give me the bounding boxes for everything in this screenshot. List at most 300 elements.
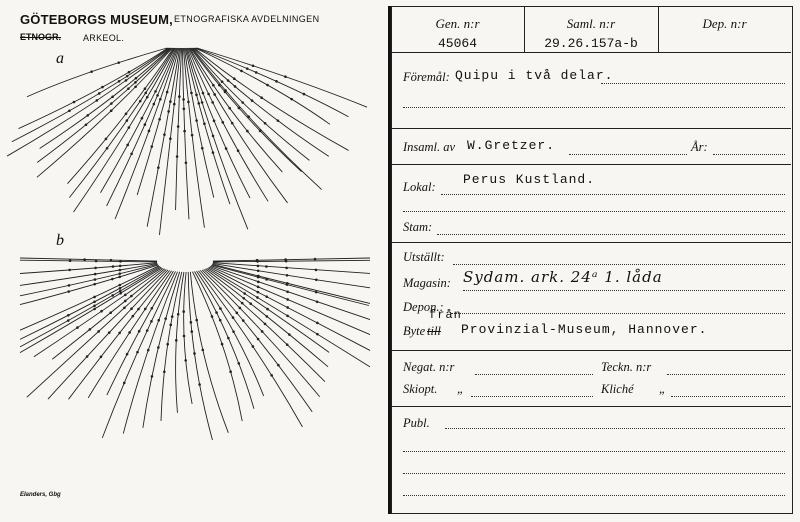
quipu-knot xyxy=(100,310,103,313)
skiopt-label: Skiopt. xyxy=(403,382,438,396)
quipu-knot xyxy=(207,93,210,96)
quipu-knot xyxy=(195,94,198,97)
quipu-knot xyxy=(135,77,138,80)
foremal-dots xyxy=(601,82,785,84)
teckn-label: Teckn. n:r xyxy=(601,360,652,374)
quipu-knot xyxy=(111,294,114,297)
quipu-knot xyxy=(169,324,172,327)
quipu-knot xyxy=(256,296,259,299)
quipu-knot xyxy=(190,330,193,333)
insaml-value: W.Gretzer. xyxy=(467,138,556,153)
quipu-b-cord xyxy=(211,266,370,320)
quipu-knot xyxy=(146,96,149,99)
quipu-knot xyxy=(117,61,120,64)
byte-struck-word: till xyxy=(427,324,441,338)
quipu-knot xyxy=(284,258,287,261)
quipu-b-cord xyxy=(205,269,328,367)
quipu-knot xyxy=(144,308,147,311)
quipu-knot xyxy=(118,272,121,275)
quipu-knot xyxy=(151,307,154,310)
stam-dots xyxy=(437,233,785,235)
foremal-dots-2 xyxy=(403,106,785,108)
quipu-knot xyxy=(151,145,154,148)
quipu-knot xyxy=(85,123,88,126)
quipu-knot xyxy=(315,269,318,272)
struck-department: ETNOGR. xyxy=(20,32,62,42)
ar-label: År: xyxy=(691,140,708,154)
publ-dots-4 xyxy=(403,494,785,496)
insaml-dots xyxy=(569,153,687,155)
quipu-knot xyxy=(67,319,70,322)
quipu-knot xyxy=(118,276,121,279)
quipu-knot xyxy=(73,101,76,104)
quipu-knot xyxy=(148,130,151,133)
byte-value: Provinzial-Museum, Hannover. xyxy=(461,322,708,337)
rule-5 xyxy=(391,406,791,407)
kliche-label: Kliché xyxy=(601,382,634,396)
quipu-knot xyxy=(265,265,268,268)
quipu-knot xyxy=(225,147,228,150)
quipu-knot xyxy=(118,80,121,83)
quipu-knot xyxy=(201,101,204,104)
quipu-knot xyxy=(288,333,291,336)
quipu-knot xyxy=(316,333,319,336)
skiopt-value: „ xyxy=(457,382,464,396)
quipu-drawing xyxy=(0,0,390,522)
gen-number-cell xyxy=(391,6,525,52)
quipu-knot xyxy=(130,307,133,310)
quipu-knot xyxy=(119,269,122,272)
quipu-knot xyxy=(146,329,149,332)
quipu-a-cord xyxy=(107,48,177,206)
gen-number-value: 45064 xyxy=(437,36,477,51)
teckn-dots xyxy=(667,373,785,375)
quipu-knot xyxy=(201,147,204,150)
skiopt-dots xyxy=(471,395,593,397)
quipu-knot xyxy=(234,85,237,88)
quipu-knot xyxy=(221,80,224,83)
quipu-knot xyxy=(221,343,224,346)
byte-label: Byte xyxy=(403,324,426,338)
quipu-knot xyxy=(286,274,289,277)
quipu-knot xyxy=(233,77,236,80)
negat-dots xyxy=(475,373,593,375)
quipu-knot xyxy=(212,151,215,154)
quipu-knot xyxy=(270,374,273,377)
quipu-knot xyxy=(219,319,222,322)
quipu-knot xyxy=(138,330,141,333)
quipu-knot xyxy=(265,295,268,298)
quipu-knot xyxy=(240,70,243,73)
header-rule xyxy=(391,52,791,53)
quipu-knot xyxy=(118,332,121,335)
quipu-a-cord xyxy=(101,48,177,193)
quipu-knot xyxy=(182,98,185,101)
quipu-knot xyxy=(261,330,264,333)
quipu-knot xyxy=(124,294,127,297)
magasin-value: Sydam. ark. 24ᵃ 1. låda xyxy=(463,268,663,286)
quipu-knot xyxy=(285,267,288,270)
quipu-knot xyxy=(159,98,162,101)
quipu-knot xyxy=(257,286,260,289)
quipu-knot xyxy=(128,126,131,129)
quipu-knot xyxy=(128,331,131,334)
foremal-label: Föremål: xyxy=(403,70,450,84)
quipu-knot xyxy=(169,100,172,103)
quipu-knot xyxy=(177,125,180,128)
quipu-knot xyxy=(178,95,181,98)
figure-label-b: b xyxy=(56,232,64,249)
section-name: ARKEOL. xyxy=(83,33,125,43)
rule-1 xyxy=(391,128,791,129)
quipu-knot xyxy=(94,273,97,276)
quipu-knot xyxy=(119,290,122,293)
quipu-knot xyxy=(119,292,122,295)
quipu-knot xyxy=(229,370,232,373)
quipu-knot xyxy=(167,110,170,113)
quipu-knot xyxy=(134,81,137,84)
quipu-knot xyxy=(166,343,169,346)
quipu-knot xyxy=(126,353,129,356)
quipu-knot xyxy=(241,302,244,305)
quipu-knot xyxy=(119,265,122,268)
quipu-b-cord xyxy=(20,263,157,285)
quipu-knot xyxy=(108,331,111,334)
quipu-knot xyxy=(264,122,267,125)
quipu-knot xyxy=(69,259,72,262)
quipu-knot xyxy=(228,107,231,110)
quipu-knot xyxy=(109,311,112,314)
quipu-knot xyxy=(93,296,96,299)
quipu-knot xyxy=(257,291,260,294)
quipu-knot xyxy=(219,307,222,310)
quipu-knot xyxy=(130,152,133,155)
quipu-knot xyxy=(156,94,159,97)
quipu-knot xyxy=(136,351,139,354)
quipu-knot xyxy=(246,67,249,70)
quipu-knot xyxy=(166,91,169,94)
quipu-knot xyxy=(315,278,318,281)
quipu-knot xyxy=(190,321,193,324)
quipu-knot xyxy=(184,359,187,362)
quipu-knot xyxy=(112,265,115,268)
quipu-a-cord xyxy=(195,48,330,124)
quipu-knot xyxy=(195,119,198,122)
quipu-knot xyxy=(183,130,186,133)
rule-4 xyxy=(391,350,791,351)
quipu-knot xyxy=(125,112,128,115)
quipu-knot xyxy=(286,306,289,309)
quipu-knot xyxy=(95,260,98,263)
quipu-knot xyxy=(227,79,230,82)
quipu-knot xyxy=(132,315,135,318)
quipu-knot xyxy=(256,259,259,262)
quipu-knot xyxy=(68,284,71,287)
dep-number-label: Dep. n:r xyxy=(702,16,747,31)
quipu-knot xyxy=(171,315,174,318)
utstallt-label: Utställt: xyxy=(403,250,445,264)
quipu-knot xyxy=(126,144,129,147)
department-name: ETNOGRAFISKA AVDELNINGEN xyxy=(174,14,320,24)
quipu-knot xyxy=(193,352,196,355)
quipu-b-cord xyxy=(204,269,325,381)
quipu-knot xyxy=(213,93,216,96)
quipu-knot xyxy=(144,123,147,126)
byte-inserted-word: från xyxy=(429,308,462,322)
quipu-knot xyxy=(286,343,289,346)
quipu-b-cord xyxy=(198,271,302,427)
quipu-knot xyxy=(243,292,246,295)
quipu-knot xyxy=(93,304,96,307)
quipu-b-cord xyxy=(207,268,329,352)
quipu-knot xyxy=(93,308,96,311)
quipu-knot xyxy=(173,103,176,106)
quipu-knot xyxy=(187,101,190,104)
quipu-knot xyxy=(111,278,114,281)
quipu-knot xyxy=(157,166,160,169)
quipu-knot xyxy=(315,291,318,294)
lokal-value: Perus Kustland. xyxy=(463,172,596,187)
kliche-value: „ xyxy=(659,382,666,396)
quipu-knot xyxy=(139,100,142,103)
quipu-knot xyxy=(119,287,122,290)
quipu-knot xyxy=(203,122,206,125)
quipu-knot xyxy=(266,84,269,87)
quipu-knot xyxy=(241,101,244,104)
quipu-knot xyxy=(227,337,230,340)
quipu-knot xyxy=(183,108,186,111)
quipu-knot xyxy=(237,362,240,365)
quipu-knot xyxy=(110,102,113,105)
quipu-b-cord xyxy=(52,269,164,359)
quipu-knot xyxy=(98,92,101,95)
quipu-knot xyxy=(105,138,108,141)
quipu-knot xyxy=(202,92,205,95)
stam-label: Stam: xyxy=(403,220,433,234)
quipu-knot xyxy=(246,130,249,133)
quipu-knot xyxy=(255,71,258,74)
quipu-a-cord xyxy=(176,48,182,210)
quipu-knot xyxy=(124,300,127,303)
quipu-knot xyxy=(94,267,97,270)
quipu-knot xyxy=(290,98,293,101)
rule-2 xyxy=(391,164,791,165)
quipu-knot xyxy=(264,323,267,326)
quipu-knot xyxy=(211,101,214,104)
quipu-knot xyxy=(153,103,156,106)
quipu-b-cord xyxy=(20,265,158,305)
quipu-knot xyxy=(106,147,109,150)
quipu-knot xyxy=(119,260,122,263)
quipu-knot xyxy=(125,79,128,82)
rule-3 xyxy=(391,242,791,243)
quipu-knot xyxy=(93,300,96,303)
quipu-knot xyxy=(191,134,194,137)
quipu-knot xyxy=(94,278,97,281)
quipu-knot xyxy=(247,115,250,118)
quipu-knot xyxy=(231,122,234,125)
quipu-knot xyxy=(215,311,218,314)
quipu-knot xyxy=(67,290,70,293)
quipu-knot xyxy=(89,328,92,331)
quipu-knot xyxy=(252,64,255,67)
lokal-dots-2 xyxy=(403,210,785,212)
quipu-knot xyxy=(185,161,188,164)
quipu-b-cord xyxy=(48,270,168,399)
quipu-knot xyxy=(100,355,103,358)
quipu-knot xyxy=(257,275,260,278)
quipu-knot xyxy=(286,291,289,294)
quipu-knot xyxy=(111,95,114,98)
quipu-knot xyxy=(182,310,185,313)
quipu-knot xyxy=(157,346,160,349)
quipu-knot xyxy=(213,119,216,122)
quipu-knot xyxy=(123,306,126,309)
quipu-knot xyxy=(195,319,198,322)
quipu-knot xyxy=(242,319,245,322)
quipu-knot xyxy=(68,269,71,272)
quipu-a-cord xyxy=(67,48,173,184)
quipu-knot xyxy=(101,86,104,89)
quipu-knot xyxy=(128,71,131,74)
quipu-knot xyxy=(257,281,260,284)
quipu-knot xyxy=(164,317,167,320)
kliche-dots xyxy=(671,395,785,397)
quipu-knot xyxy=(96,99,99,102)
quipu-knot xyxy=(110,109,113,112)
quipu-b-cord xyxy=(212,265,369,306)
saml-number-label: Saml. n:r xyxy=(566,16,616,31)
lokal-dots xyxy=(441,193,785,195)
foremal-value: Quipu i två delar. xyxy=(455,68,614,83)
quipu-knot xyxy=(242,297,245,300)
magasin-dots xyxy=(463,289,785,291)
quipu-knot xyxy=(239,307,242,310)
quipu-knot xyxy=(232,316,235,319)
quipu-knot xyxy=(175,339,178,342)
ar-dots xyxy=(713,153,785,155)
quipu-knot xyxy=(158,118,161,121)
quipu-knot xyxy=(201,349,204,352)
quipu-knot xyxy=(277,364,280,367)
quipu-knot xyxy=(232,330,235,333)
quipu-knot xyxy=(212,135,215,138)
magasin-label: Magasin: xyxy=(403,276,451,290)
quipu-knot xyxy=(169,137,172,140)
quipu-knot xyxy=(150,320,153,323)
quipu-knot xyxy=(221,121,224,124)
quipu-knot xyxy=(190,92,193,95)
quipu-knot xyxy=(76,326,79,329)
quipu-knot xyxy=(286,298,289,301)
quipu-knot xyxy=(257,338,260,341)
quipu-knot xyxy=(252,345,255,348)
saml-number-cell xyxy=(524,6,659,52)
quipu-knot xyxy=(127,87,130,90)
printer-imprint: Elanders, Gbg xyxy=(20,492,61,498)
publ-label: Publ. xyxy=(403,416,430,430)
quipu-knot xyxy=(126,119,129,122)
insaml-label: Insaml. av xyxy=(403,140,456,154)
quipu-knot xyxy=(90,70,93,73)
quipu-knot xyxy=(212,84,215,87)
quipu-knot xyxy=(249,302,252,305)
quipu-a-cord xyxy=(115,48,178,219)
quipu-knot xyxy=(284,75,287,78)
quipu-knot xyxy=(163,133,166,136)
quipu-knot xyxy=(157,319,160,322)
publ-dots-3 xyxy=(403,472,785,474)
quipu-knot xyxy=(151,375,154,378)
catalog-card xyxy=(391,6,793,514)
quipu-knot xyxy=(93,283,96,286)
quipu-b-cord xyxy=(184,272,192,404)
quipu-knot xyxy=(163,370,166,373)
quipu-knot xyxy=(236,312,239,315)
quipu-knot xyxy=(183,335,186,338)
quipu-knot xyxy=(144,87,147,90)
quipu-knot xyxy=(86,114,89,117)
quipu-a-cord xyxy=(186,48,248,229)
quipu-knot xyxy=(126,75,129,78)
publ-dots-2 xyxy=(403,450,785,452)
quipu-knot xyxy=(147,349,150,352)
quipu-knot xyxy=(176,155,179,158)
quipu-a-cord xyxy=(185,48,230,204)
quipu-knot xyxy=(275,80,278,83)
museum-name: GÖTEBORGS MUSEUM, xyxy=(20,12,173,27)
figure-label-a: a xyxy=(56,50,64,67)
quipu-knot xyxy=(141,117,144,120)
quipu-knot xyxy=(316,322,319,325)
quipu-knot xyxy=(251,99,254,102)
negat-label: Negat. n:r xyxy=(403,360,455,374)
quipu-knot xyxy=(286,282,289,285)
quipu-knot xyxy=(68,110,71,113)
depon-label: Depon.: xyxy=(403,300,444,314)
quipu-knot xyxy=(257,269,260,272)
quipu-knot xyxy=(123,382,126,385)
quipu-knot xyxy=(97,330,100,333)
quipu-b-cord xyxy=(88,271,171,398)
quipu-knot xyxy=(211,315,214,318)
quipu-knot xyxy=(177,313,180,316)
gen-number-label: Gen. n:r xyxy=(435,16,480,31)
quipu-knot xyxy=(67,314,70,317)
dep-number-cell xyxy=(658,6,791,52)
quipu-knot xyxy=(198,383,201,386)
quipu-knot xyxy=(118,284,121,287)
publ-dots xyxy=(445,427,785,429)
quipu-knot xyxy=(316,300,319,303)
quipu-knot xyxy=(314,258,317,261)
quipu-knot xyxy=(130,295,133,298)
quipu-b-cord xyxy=(192,272,242,421)
quipu-knot xyxy=(257,265,260,268)
quipu-a-cord xyxy=(191,48,302,172)
quipu-b-cord xyxy=(27,269,167,397)
quipu-knot xyxy=(137,308,140,311)
quipu-knot xyxy=(277,119,280,122)
utstallt-dots xyxy=(453,263,785,265)
quipu-knot xyxy=(266,315,269,318)
quipu-knot xyxy=(86,355,89,358)
quipu-knot xyxy=(224,89,227,92)
quipu-knot xyxy=(286,315,289,318)
lokal-label: Lokal: xyxy=(403,180,436,194)
quipu-knot xyxy=(144,92,147,95)
quipu-knot xyxy=(303,93,306,96)
